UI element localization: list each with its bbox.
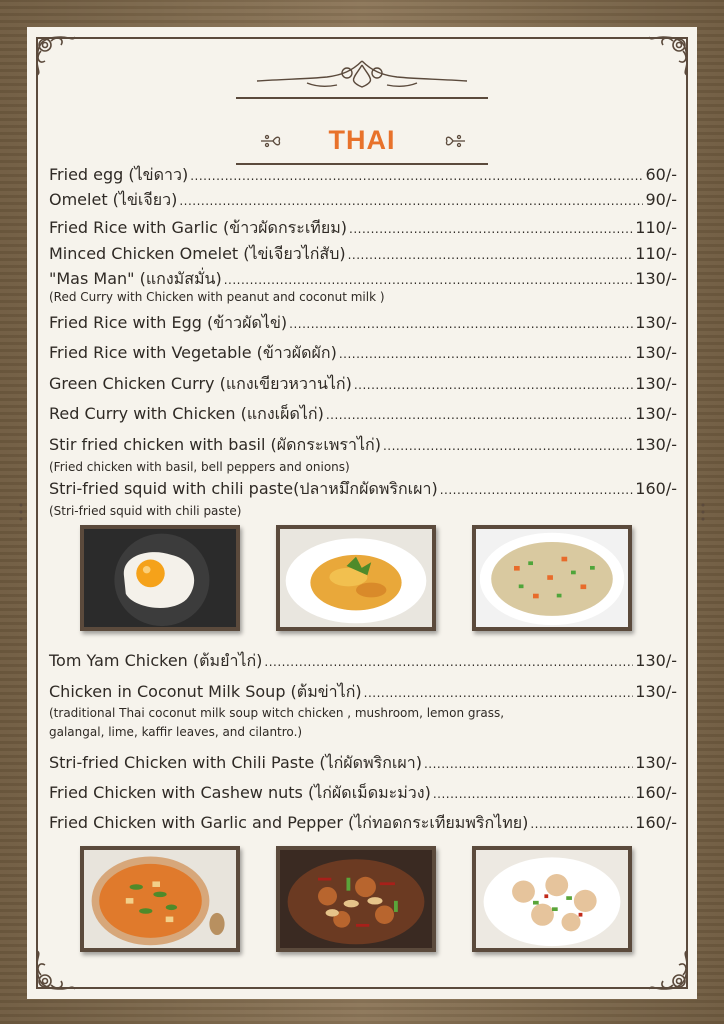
corner-ornament-icon [645,947,693,995]
item-price: 130/- [635,651,677,670]
item-name: Green Chicken Curry (แกงเขียวหวานไก่) [49,374,352,393]
item-name: Fried Chicken with Garlic and Pepper (ไก่ทอดกระเทียมพริกไทย) [49,813,529,832]
menu-item [49,341,677,365]
menu-item [49,372,677,396]
item-name: Fried egg (ไข่ดาว) [49,165,189,184]
item-name: Fried Rice with Garlic (ข้าวผัดกระเทียม) [49,218,347,237]
leader-dots [264,651,633,670]
item-price: 130/- [635,313,677,332]
item-price: 130/- [635,404,677,423]
item-price: 130/- [635,343,677,362]
item-price: 90/- [645,190,677,209]
leader-dots [354,374,633,393]
item-name: Fried Chicken with Cashew nuts (ไก่ผัดเม็ดมะม่วง) [49,783,431,802]
item-name: Stri-fried Chicken with Chili Paste (ไก่ผัดพริกเผา) [49,753,422,772]
page-title: THAI [328,125,396,155]
leader-dots [383,435,633,454]
leader-dots [348,244,634,263]
item-description: (Red Curry with Chicken with peanut and coconut milk ) [49,290,385,304]
item-price: 110/- [635,244,677,263]
menu-item [49,477,677,501]
crest-ornament-icon [247,57,477,93]
item-name: Fried Rice with Egg (ข้าวผัดไข่) [49,313,288,332]
fried-egg-photo [80,525,240,631]
side-dots-icon [701,502,705,522]
leader-dots [326,404,633,423]
item-price: 160/- [635,813,677,832]
item-description: (Fried chicken with basil, bell peppers and onions) [49,460,350,474]
leader-dots [179,190,643,209]
flourish-icon [443,132,467,150]
item-price: 160/- [635,783,677,802]
leader-dots [424,753,633,772]
fried-rice-vegetable-photo [472,525,632,631]
item-name: Chicken in Coconut Milk Soup (ต้มข่าไก่) [49,682,362,701]
header-rule-top [236,97,488,99]
item-price: 110/- [635,218,677,237]
item-name: Omelet (ไข่เจียว) [49,190,178,209]
leader-dots [530,813,633,832]
leader-dots [190,165,643,184]
item-price: 160/- [635,479,677,498]
item-price: 130/- [635,269,677,288]
corner-ornament-icon [31,947,79,995]
leader-dots [440,479,634,498]
menu-item [49,751,677,775]
item-name: Minced Chicken Omelet (ไข่เจียวไก่สับ) [49,244,346,263]
leader-dots [339,343,633,362]
menu-item [49,649,677,673]
item-name: "Mas Man" (แกงมัสมั่น) [49,269,222,288]
menu-item [49,433,677,457]
menu-item [49,216,677,240]
item-name: Stri-fried squid with chili paste(ปลาหมึกผัดพริกเผา) [49,479,438,498]
menu-item [49,402,677,426]
item-price: 130/- [635,682,677,701]
menu-item [49,242,677,266]
item-price: 130/- [635,435,677,454]
menu-item [49,188,677,212]
menu-item [49,163,677,187]
item-price: 60/- [645,165,677,184]
item-description: galangal, lime, kaffir leaves, and cilantro.) [49,725,303,739]
item-price: 130/- [635,374,677,393]
leader-dots [224,269,634,288]
leader-dots [349,218,633,237]
side-dots-icon [19,502,23,522]
red-curry-photo [80,846,240,952]
menu-item [49,781,677,805]
garlic-pepper-chicken-photo [472,846,632,952]
item-name: Tom Yam Chicken (ต้มยำไก่) [49,651,263,670]
cashew-chicken-photo [276,846,436,952]
leader-dots [289,313,633,332]
item-description: (Stri-fried squid with chili paste) [49,504,242,518]
item-name: Red Curry with Chicken (แกงเผ็ดไก่) [49,404,324,423]
menu-page [27,27,697,999]
menu-header [27,51,697,171]
item-description: (traditional Thai coconut milk soup witch chicken , mushroom, lemon grass, [49,706,505,720]
leader-dots [433,783,633,802]
omelet-photo [276,525,436,631]
item-name: Fried Rice with Vegetable (ข้าวผัดผัก) [49,343,337,362]
item-name: Stir fried chicken with basil (ผัดกระเพราไก่) [49,435,381,454]
menu-item [49,680,677,704]
item-price: 130/- [635,753,677,772]
menu-item [49,811,677,835]
menu-item [49,311,677,335]
leader-dots [364,682,634,701]
